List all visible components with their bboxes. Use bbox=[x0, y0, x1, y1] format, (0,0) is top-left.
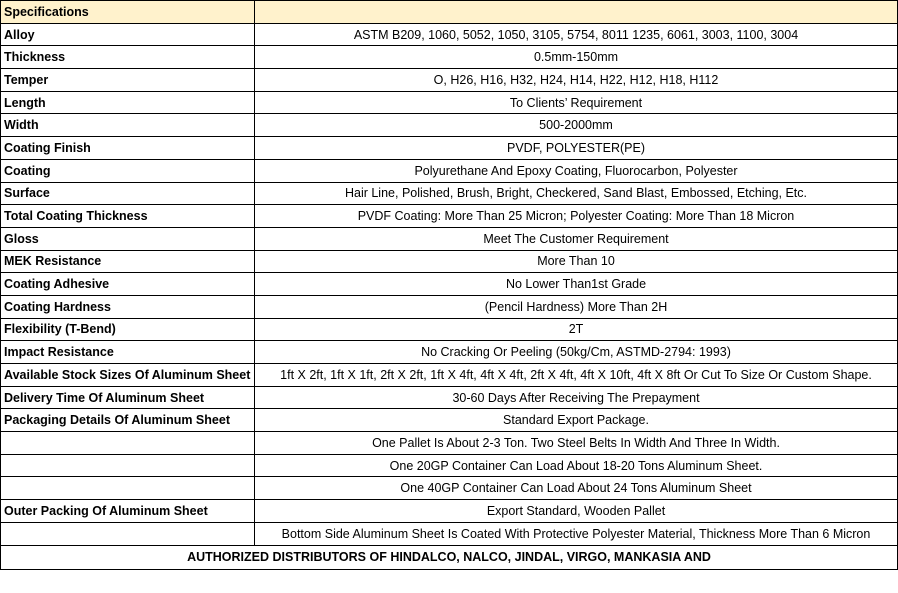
row-value-cell: Meet The Customer Requirement bbox=[255, 227, 898, 250]
row-label-cell: Alloy bbox=[1, 23, 255, 46]
table-header-row bbox=[1, 1, 898, 24]
table-row bbox=[1, 341, 898, 364]
table-row bbox=[1, 273, 898, 296]
table-row bbox=[1, 295, 898, 318]
row-value-cell: 500-2000mm bbox=[255, 114, 898, 137]
row-value-cell: More Than 10 bbox=[255, 250, 898, 273]
header-label-cell: Specifications bbox=[1, 1, 255, 24]
row-value-cell: ASTM B209, 1060, 5052, 1050, 3105, 5754, 8011 1235, 6061, 3003, 1100, 3004 bbox=[255, 23, 898, 46]
row-value-cell: Export Standard, Wooden Pallet bbox=[255, 500, 898, 523]
row-label-cell: Width bbox=[1, 114, 255, 137]
row-label-cell: Total Coating Thickness bbox=[1, 205, 255, 228]
row-label-cell: Temper bbox=[1, 69, 255, 92]
row-label-cell bbox=[1, 522, 255, 545]
row-label-cell bbox=[1, 432, 255, 455]
table-row bbox=[1, 182, 898, 205]
row-label-cell: Coating bbox=[1, 159, 255, 182]
row-label-cell: Gloss bbox=[1, 227, 255, 250]
row-label-cell bbox=[1, 454, 255, 477]
table-row bbox=[1, 318, 898, 341]
row-value-cell: One Pallet Is About 2-3 Ton. Two Steel Belts In Width And Three In Width. bbox=[255, 432, 898, 455]
table-row bbox=[1, 409, 898, 432]
table-row bbox=[1, 386, 898, 409]
row-label-cell: Flexibility (T-Bend) bbox=[1, 318, 255, 341]
authorized-distributors-note: AUTHORIZED DISTRIBUTORS OF HINDALCO, NALCO, JINDAL, VIRGO, MANKASIA AND bbox=[1, 545, 898, 569]
table-row bbox=[1, 250, 898, 273]
table-row bbox=[1, 159, 898, 182]
row-value-cell: Polyurethane And Epoxy Coating, Fluorocarbon, Polyester bbox=[255, 159, 898, 182]
table-row bbox=[1, 46, 898, 69]
table-row bbox=[1, 137, 898, 160]
row-value-cell: O, H26, H16, H32, H24, H14, H22, H12, H18, H112 bbox=[255, 69, 898, 92]
table-row bbox=[1, 69, 898, 92]
table-row bbox=[1, 364, 898, 387]
table-row bbox=[1, 205, 898, 228]
row-value-cell: Hair Line, Polished, Brush, Bright, Checkered, Sand Blast, Embossed, Etching, Etc. bbox=[255, 182, 898, 205]
table-row bbox=[1, 23, 898, 46]
row-value-cell: Bottom Side Aluminum Sheet Is Coated With Protective Polyester Material, Thickness More Than 6 Micron bbox=[255, 522, 898, 545]
specifications-table-body bbox=[1, 1, 898, 570]
row-value-cell: Standard Export Package. bbox=[255, 409, 898, 432]
row-label-cell bbox=[1, 477, 255, 500]
row-label-cell: Coating Hardness bbox=[1, 295, 255, 318]
table-row bbox=[1, 432, 898, 455]
table-row bbox=[1, 500, 898, 523]
row-label-cell: Surface bbox=[1, 182, 255, 205]
table-row bbox=[1, 454, 898, 477]
row-label-cell: Available Stock Sizes Of Aluminum Sheet bbox=[1, 364, 255, 387]
row-label-cell: MEK Resistance bbox=[1, 250, 255, 273]
table-row bbox=[1, 114, 898, 137]
table-row bbox=[1, 477, 898, 500]
table-row bbox=[1, 227, 898, 250]
row-value-cell: To Clients’ Requirement bbox=[255, 91, 898, 114]
table-row bbox=[1, 522, 898, 545]
row-label-cell: Coating Adhesive bbox=[1, 273, 255, 296]
row-label-cell: Packaging Details Of Aluminum Sheet bbox=[1, 409, 255, 432]
row-value-cell: 0.5mm-150mm bbox=[255, 46, 898, 69]
row-value-cell: One 40GP Container Can Load About 24 Tons Aluminum Sheet bbox=[255, 477, 898, 500]
row-value-cell: PVDF Coating: More Than 25 Micron; Polyester Coating: More Than 18 Micron bbox=[255, 205, 898, 228]
header-value-cell bbox=[255, 1, 898, 24]
table-row bbox=[1, 91, 898, 114]
row-label-cell: Outer Packing Of Aluminum Sheet bbox=[1, 500, 255, 523]
row-label-cell: Impact Resistance bbox=[1, 341, 255, 364]
row-value-cell: No Cracking Or Peeling (50kg/Cm, ASTMD-2794: 1993) bbox=[255, 341, 898, 364]
table-footer-row bbox=[1, 545, 898, 569]
row-label-cell: Thickness bbox=[1, 46, 255, 69]
row-label-cell: Length bbox=[1, 91, 255, 114]
row-value-cell: One 20GP Container Can Load About 18-20 Tons Aluminum Sheet. bbox=[255, 454, 898, 477]
row-value-cell: 30-60 Days After Receiving The Prepayment bbox=[255, 386, 898, 409]
row-label-cell: Delivery Time Of Aluminum Sheet bbox=[1, 386, 255, 409]
row-value-cell: No Lower Than1st Grade bbox=[255, 273, 898, 296]
row-label-cell: Coating Finish bbox=[1, 137, 255, 160]
row-value-cell: (Pencil Hardness) More Than 2H bbox=[255, 295, 898, 318]
row-value-cell: 1ft X 2ft, 1ft X 1ft, 2ft X 2ft, 1ft X 4ft, 4ft X 4ft, 2ft X 4ft, 4ft X 10ft, 4ft X 8ft Or Cut To Size Or Custom Shape. bbox=[255, 364, 898, 387]
row-value-cell: 2T bbox=[255, 318, 898, 341]
row-value-cell: PVDF, POLYESTER(PE) bbox=[255, 137, 898, 160]
